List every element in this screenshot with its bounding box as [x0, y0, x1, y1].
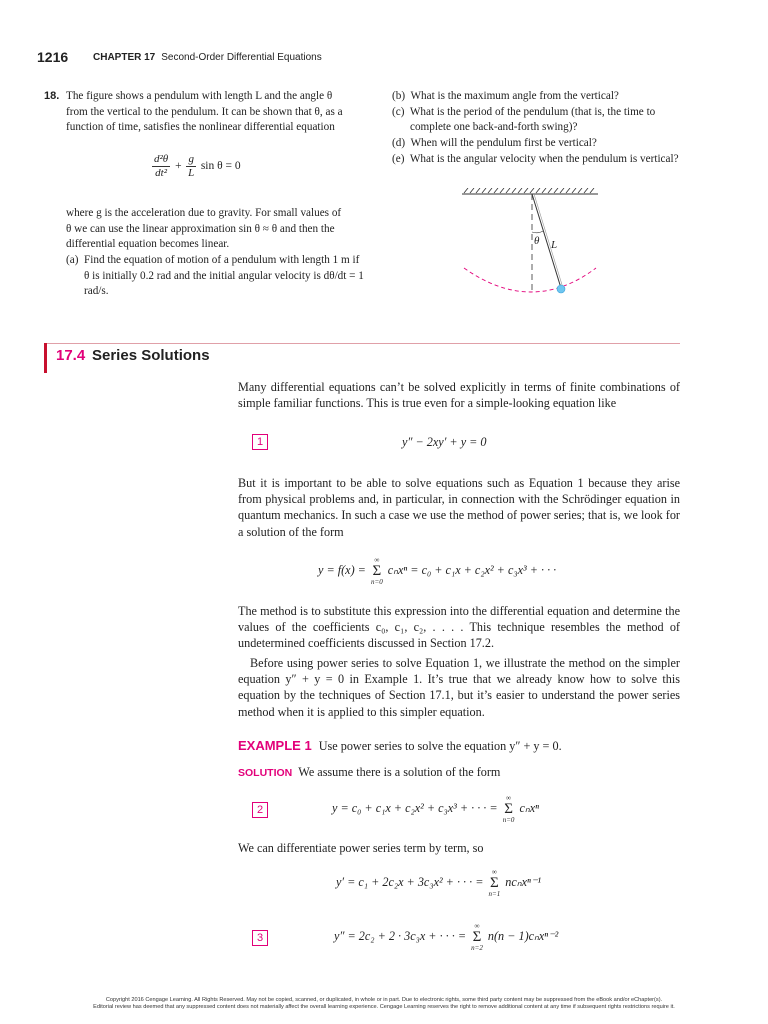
paragraph-4 — [238, 655, 680, 720]
eq-tail: sin θ = 0 — [200, 160, 241, 173]
chapter-title: Second-Order Differential Equations — [161, 52, 322, 63]
series-rhs: cₙxⁿ = c₀ + c₁x + c₂x² + c₃x³ + · · · — [387, 562, 557, 577]
sum2-upper: ∞ — [506, 794, 512, 802]
pendulum-figure — [460, 188, 610, 300]
sigma-glyph-3: Σ — [490, 875, 499, 891]
part-c-label: (c) — [392, 105, 405, 118]
summation-symbol — [371, 556, 383, 586]
part-a-label: (a) — [66, 254, 79, 266]
sigma-glyph-2: Σ — [504, 801, 513, 817]
sum-lower: n=0 — [370, 578, 383, 586]
paragraph-3-text: The method is to substitute this expression into the differential equation and determine the values of the coefficients c₀, c₁, c₂, . . . . This technique resembles the method of undetermined coefficients discussed in Section 17.2. — [238, 604, 680, 651]
paragraph-2-text: But it is important to be able to solve equations such as Equation 1 because they arise from physical problems and, in particular, in connection with the Schrödinger equation in quantum mechanics. In such a case we use the method of power series; that is, we look for a solution of the form — [238, 476, 680, 539]
section-accent-bar — [44, 343, 47, 373]
yp-rhs: ncₙxⁿ⁻¹ — [505, 874, 541, 889]
eq2-rhs: cₙxⁿ — [519, 800, 539, 815]
paragraph-4-text: Before using power series to solve Equation 1, we illustrate the method on the simpler equation y″ + y = 0 in Example 1. It’s true that we already know how to solve this equation by the techniques of Section 17.1, but it’s easier to understand the power series method when it is applied to this simpler equation. — [238, 656, 680, 719]
section-title: Series Solutions — [92, 347, 210, 364]
section-number: 17.4 — [56, 347, 86, 364]
sum3-lower: n=1 — [488, 890, 501, 898]
equation-tag-3: 3 — [252, 930, 268, 946]
series-lhs: y = f(x) = — [318, 562, 366, 577]
copyright-footer — [60, 997, 708, 1011]
paragraph-2 — [238, 475, 680, 540]
sum2-lower: n=0 — [502, 816, 515, 824]
summation-symbol-3 — [489, 868, 501, 898]
eq-term1-den: dt² — [155, 167, 168, 179]
swing-arc — [464, 268, 596, 292]
theta-label: θ — [534, 235, 540, 247]
part-c — [392, 105, 692, 136]
summation-symbol-4 — [471, 922, 483, 952]
part-a — [66, 253, 366, 300]
eq2-lhs: y = c₀ + c₁x + c₂x² + c₃x³ + · · · = — [332, 800, 498, 815]
length-label: L — [551, 239, 558, 251]
pendulum-bob — [557, 285, 565, 293]
equation-tag-1: 1 — [252, 434, 268, 450]
equation-yprime — [336, 868, 541, 898]
eq-plus: + — [175, 160, 182, 173]
part-b-text: What is the maximum angle from the vertical? — [410, 90, 619, 102]
angle-arc — [532, 231, 543, 233]
part-d-text: When will the pendulum first be vertical? — [410, 137, 597, 150]
equation-2 — [332, 794, 539, 824]
part-e — [392, 152, 692, 168]
example-1 — [238, 738, 562, 754]
eq-term2-num: g — [188, 153, 194, 165]
solution — [238, 765, 500, 780]
paragraph-1 — [238, 379, 680, 411]
ceiling-hatch — [464, 188, 594, 193]
equation-series — [318, 556, 556, 586]
running-header — [93, 52, 322, 63]
page-number: 1216 — [37, 49, 69, 65]
section-rule — [47, 343, 680, 344]
part-d-label: (d) — [392, 137, 406, 150]
part-b — [392, 89, 692, 105]
equation-1: y″ − 2xy′ + y = 0 — [402, 435, 487, 449]
paragraph-3 — [238, 603, 680, 652]
solution-label: SOLUTION — [238, 767, 293, 779]
paragraph-5-text: We can differentiate power series term by term, so — [238, 841, 484, 855]
paragraph-1-text: Many differential equations can’t be solved explicitly in terms of finite combinations of simple familiar functions. This is true even for a simple-looking equation like — [238, 380, 680, 411]
part-c-text: What is the period of the pendulum (that is, the time to complete one back-and-forth swing)? — [409, 105, 656, 134]
part-a-text: Find the equation of motion of a pendulum with length 1 m if θ is initially 0.2 rad and the initial angular velocity is dθ/dt = 1 rad/s. — [84, 254, 364, 298]
pendulum-equation — [150, 153, 241, 180]
sigma-glyph: Σ — [372, 563, 382, 579]
sum-upper: ∞ — [374, 556, 380, 564]
part-e-label: (e) — [392, 152, 405, 165]
footer-line-1: Copyright 2016 Cengage Learning. All Rights Reserved. May not be copied, scanned, or duplicated, in whole or in part. Due to electronic rights, some third party content may be suppressed from the eBook and/or eChapter(s). — [105, 997, 663, 1003]
exercise-after: where g is the acceleration due to gravity. For small values of θ we can use the linear approximation sin θ ≈ θ and then the differential equation becomes linear. — [66, 207, 342, 251]
exercise-intro: The figure shows a pendulum with length L and the angle θ from the vertical to the pendulum. It can be shown that θ, as a function of time, satisfies the nonlinear differential equation — [66, 90, 343, 134]
eq3-lhs: y″ = 2c₂ + 2 · 3c₃x + · · · = — [334, 928, 467, 943]
summation-symbol-2 — [503, 794, 515, 824]
sum3-upper: ∞ — [491, 868, 497, 876]
example-text: Use power series to solve the equation y″ + y = 0. — [318, 739, 562, 753]
eq-term1-num: d²θ — [154, 153, 169, 165]
solution-text: We assume there is a solution of the form — [298, 765, 501, 779]
eq-term2-den: L — [188, 167, 195, 179]
equation-tag-2: 2 — [252, 802, 268, 818]
paragraph-5 — [238, 840, 680, 856]
chapter-label: CHAPTER 17 — [93, 52, 156, 63]
exercise-number: 18. — [44, 90, 60, 102]
sigma-glyph-4: Σ — [472, 929, 482, 945]
footer-line-2: Editorial review has deemed that any suppressed content does not materially affect the overall learning experience. Cengage Learning reserves the right to remove additional content at any time if subsequent rights restrictions require it. — [93, 1004, 675, 1010]
yp-lhs: y′ = c₁ + 2c₂x + 3c₃x² + · · · = — [336, 874, 484, 889]
part-d — [392, 136, 692, 152]
eq3-rhs: n(n − 1)cₙxⁿ⁻² — [487, 928, 559, 943]
equation-3 — [334, 922, 558, 952]
part-b-label: (b) — [392, 90, 406, 102]
sum4-lower: n=2 — [471, 944, 483, 952]
exercise-parts-right — [392, 89, 692, 168]
sum4-upper: ∞ — [474, 922, 480, 930]
example-label: EXAMPLE 1 — [238, 738, 312, 753]
part-e-text: What is the angular velocity when the pendulum is vertical? — [409, 152, 679, 165]
